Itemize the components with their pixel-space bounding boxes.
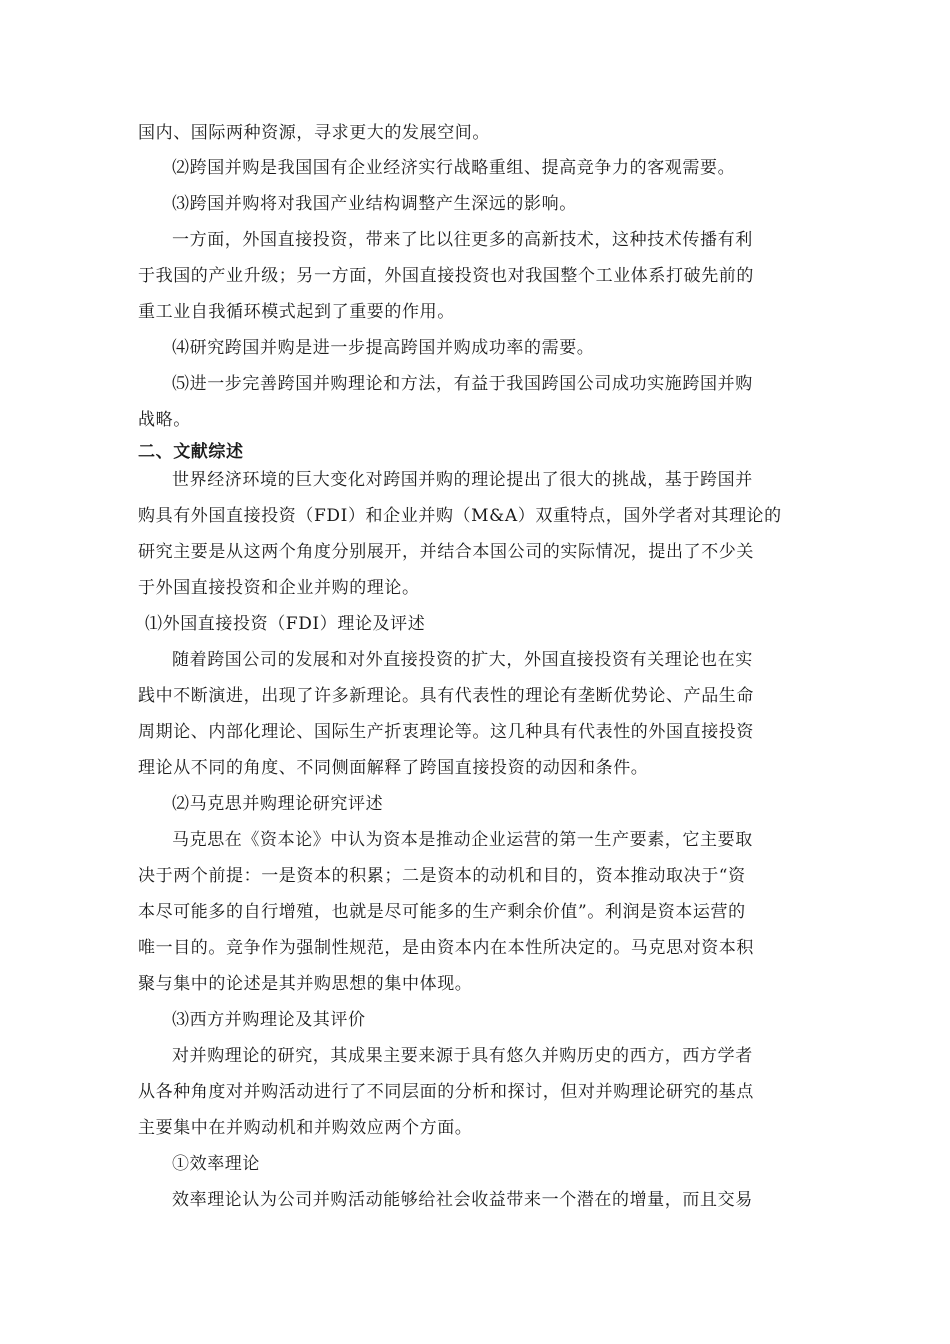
- text-line: 重工业自我循环模式起到了重要的作用。: [138, 302, 455, 322]
- text-line: 聚与集中的论述是其并购思想的集中体现。: [138, 974, 473, 994]
- text-line: 一方面，外国直接投资，带来了比以往更多的高新技术，这种技术传播有利: [172, 230, 753, 250]
- text-line: ①效率理论: [172, 1154, 260, 1174]
- text-line: 国内、国际两种资源，寻求更大的发展空间。: [138, 123, 490, 143]
- text-line: 于我国的产业升级；另一方面，外国直接投资也对我国整个工业体系打破先前的: [138, 266, 754, 286]
- text-line: 马克思在《资本论》中认为资本是推动企业运营的第一生产要素，它主要取: [172, 830, 753, 850]
- text-line: ⑸进一步完善跨国并购理论和方法，有益于我国跨国公司成功实施跨国并购: [172, 374, 753, 394]
- text-line: 本尽可能多的自行增殖，也就是尽可能多的生产剩余价值”。利润是资本运营的: [138, 902, 746, 922]
- text-line: 理论从不同的角度、不同侧面解释了跨国直接投资的动因和条件。: [138, 758, 649, 778]
- section-heading: 二、文献综述: [138, 442, 244, 462]
- text-line: 决于两个前提：一是资本的积累；二是资本的动机和目的，资本推动取决于“资: [138, 866, 746, 886]
- text-line: 随着跨国公司的发展和对外直接投资的扩大，外国直接投资有关理论也在实: [172, 650, 753, 670]
- text-line: 主要集中在并购动机和并购效应两个方面。: [138, 1118, 473, 1138]
- text-line: 践中不断演进，出现了许多新理论。具有代表性的理论有垄断优势论、产品生命: [138, 686, 754, 706]
- text-line: 效率理论认为公司并购活动能够给社会收益带来一个潜在的增量，而且交易: [172, 1190, 753, 1210]
- text-line: 从各种角度对并购活动进行了不同层面的分析和探讨，但对并购理论研究的基点: [138, 1082, 754, 1102]
- text-line: 世界经济环境的巨大变化对跨国并购的理论提出了很大的挑战，基于跨国并: [172, 470, 753, 490]
- text-line: 周期论、内部化理论、国际生产折衷理论等。这几种具有代表性的外国直接投资: [138, 722, 754, 742]
- text-line: 战略。: [138, 410, 191, 430]
- text-line: 对并购理论的研究，其成果主要来源于具有悠久并购历史的西方，西方学者: [172, 1046, 753, 1066]
- text-line: ⑶西方并购理论及其评价: [172, 1010, 366, 1030]
- text-line: ⑷研究跨国并购是进一步提高跨国并购成功率的需要。: [172, 338, 595, 358]
- text-line: ⑵跨国并购是我国国有企业经济实行战略重组、提高竞争力的客观需要。: [172, 158, 736, 178]
- text-line: ⑵马克思并购理论研究评述: [172, 794, 384, 814]
- text-line: 研究主要是从这两个角度分别展开，并结合本国公司的实际情况，提出了不少关: [138, 542, 754, 562]
- text-line: 唯一目的。竞争作为强制性规范，是由资本内在本性所决定的。马克思对资本积: [138, 938, 754, 958]
- text-line: 于外国直接投资和企业并购的理论。: [138, 578, 420, 598]
- text-line: 购具有外国直接投资（FDI）和企业并购（M&A）双重特点，国外学者对其理论的: [138, 506, 782, 526]
- text-line: ⑴外国直接投资（FDI）理论及评述: [145, 614, 426, 634]
- text-line: ⑶跨国并购将对我国产业结构调整产生深远的影响。: [172, 194, 577, 214]
